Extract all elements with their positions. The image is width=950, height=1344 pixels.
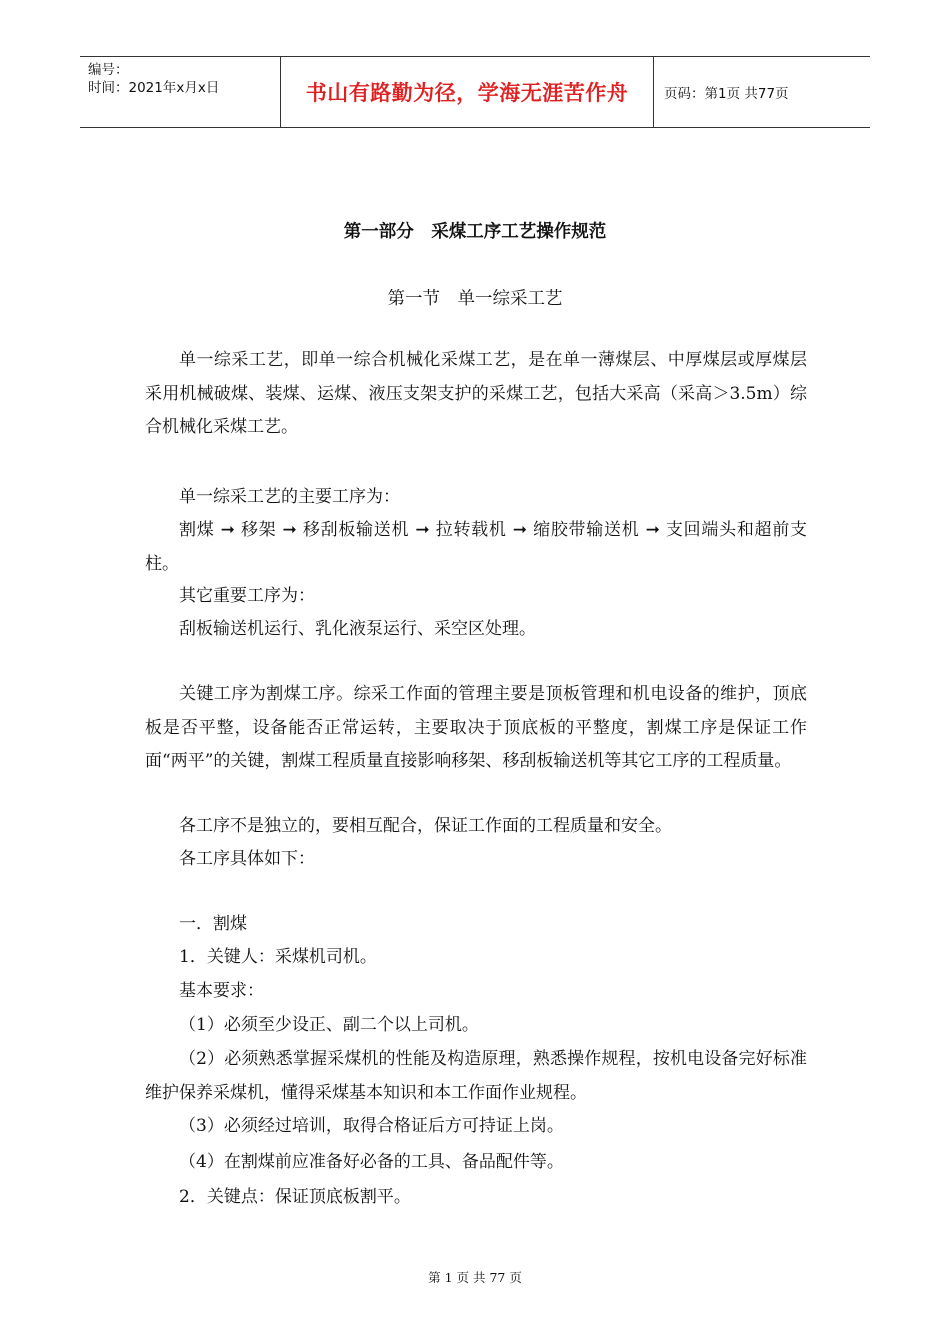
page-footer: 第 1 页 共 77 页 [428, 1270, 522, 1285]
main-process-steps: 割煤 ➞ 移架 ➞ 移刮板输送机 ➞ 拉转载机 ➞ 缩胶带输送机 ➞ 支回端头和超前支柱。 [145, 520, 807, 574]
page-header [80, 56, 870, 128]
key-person: 1．关键人：采煤机司机。 [179, 947, 377, 967]
key-process-paragraph: 关键工序为割煤工序。综采工作面的管理主要是顶板管理和机电设备的维护，顶底板是否平整，设备能否正常运转，主要取决于顶底板的平整度，割煤工序是保证工作面“两平”的关键，割煤工程质量直接影响移架、移刮板输送机等其它工序的工程质量。 [145, 684, 807, 771]
header-meta [80, 57, 280, 127]
requirement-3: （3）必须经过培训，取得合格证后方可持证上岗。 [179, 1116, 564, 1136]
other-process-steps: 刮板输送机运行、乳化液泵运行、采空区处理。 [179, 619, 536, 639]
cooperation-paragraph: 各工序不是独立的，要相互配合，保证工作面的工程质量和安全。 [179, 816, 672, 836]
other-process-label: 其它重要工序为： [179, 586, 315, 606]
time-label: 时间：2021年x月x日 [88, 80, 220, 96]
key-point: 2．关键点：保证顶底板割平。 [179, 1187, 411, 1207]
detail-intro: 各工序具体如下： [179, 849, 315, 869]
basic-requirements-label: 基本要求： [179, 981, 264, 1001]
header-motto: 书山有路勤为径，学海无涯苦作舟 [280, 57, 654, 127]
heading-coal-cutting: 一．割煤 [179, 914, 247, 934]
intro-paragraph: 单一综采工艺，即单一综合机械化采煤工艺，是在单一薄煤层、中厚煤层或厚煤层采用机械破煤、装煤、运煤、液压支架支护的采煤工艺，包括大采高（采高＞3.5m）综合机械化采煤工艺。 [145, 350, 807, 437]
main-process-label: 单一综采工艺的主要工序为： [179, 487, 400, 507]
requirement-4: （4）在割煤前应准备好必备的工具、备品配件等。 [179, 1152, 564, 1172]
number-label: 编号： [88, 62, 129, 78]
requirement-2: （2）必须熟悉掌握采煤机的性能及构造原理，熟悉操作规程，按机电设备完好标准维护保养采煤机，懂得采煤基本知识和本工作面作业规程。 [145, 1049, 807, 1103]
header-page-info: 页码：第1页 共77页 [664, 86, 789, 102]
requirement-1: （1）必须至少设正、副二个以上司机。 [179, 1015, 479, 1035]
section-title: 第一节 单一综采工艺 [387, 289, 563, 309]
document-title: 第一部分 采煤工序工艺操作规范 [343, 222, 607, 242]
